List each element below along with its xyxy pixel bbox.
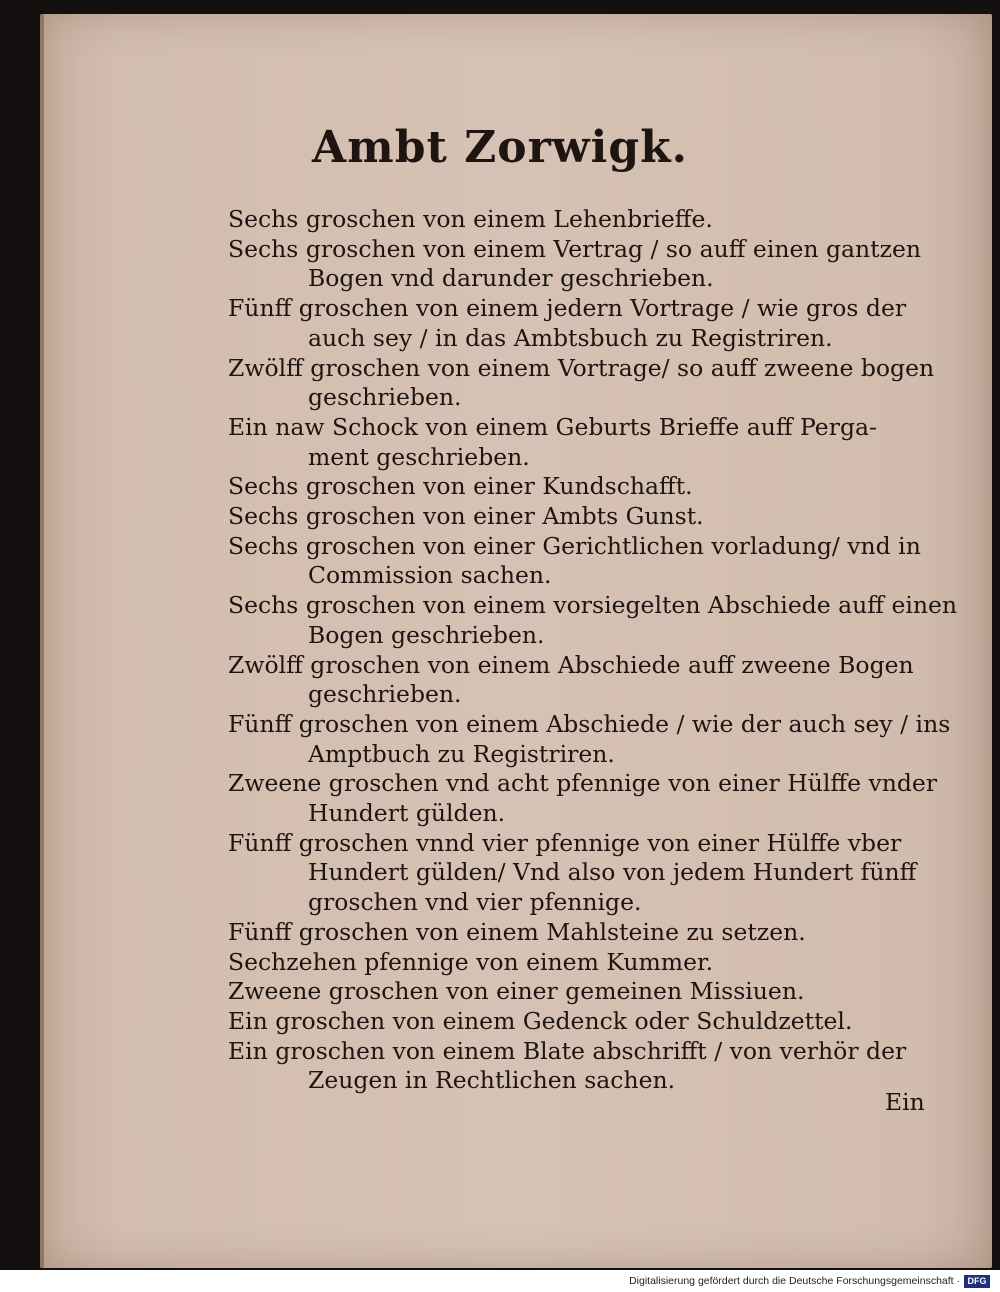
fee-entry [228,353,935,413]
entry-line: Sechs groschen von einer Ambts Gunst. [228,502,704,531]
entry-line: Zweene groschen von einer gemeinen Missiuen. [228,977,805,1006]
funding-notice: Digitalisierung gefördert durch die Deutsche Forschungsgemeinschaft · [629,1275,960,1287]
fee-entry [228,472,928,502]
entry-line: Sechzehen pfennige von einem Kummer. [228,947,714,976]
page-gutter-edge [40,14,44,1268]
fee-entry [228,977,928,1007]
fee-entry [228,1037,928,1096]
entry-line: Sechs groschen von einem Vertrag / so auff einen gantzen [228,234,922,263]
entry-continuation-line: Hundert gülden/ Vnd also von jedem Hundert fünff [308,858,917,887]
entry-line: Sechs groschen von einer Kundschafft. [228,472,693,501]
entry-line: Zwölff groschen von einem Abschiede auff zweene Bogen [228,650,914,679]
fee-entry [228,235,928,294]
fee-entry [228,1007,928,1037]
entry-continuation-line: Amptbuch zu Registriren. [308,739,615,768]
fee-entry [228,829,928,918]
fee-entry [228,294,928,353]
catchword: Ein [885,1088,925,1116]
entry-line: Ein groschen von einem Blate abschrifft / von verhör der [228,1036,907,1065]
dfg-logo-icon: DFG [964,1275,990,1288]
entry-line: Ein naw Schock von einem Geburts Brieffe auff Perga- [228,412,877,441]
entry-continuation-line: geschrieben. [308,383,462,412]
fee-entry [228,948,928,978]
fee-entry [228,709,951,769]
entry-line: Fünff groschen von einem Abschiede / wie der auch sey / ins [228,709,951,738]
entry-continuation-line: geschrieben. [308,680,462,709]
entry-continuation-line: groschen vnd vier pfennige. [308,888,642,917]
fee-entry [228,205,928,235]
entry-continuation-line: Hundert gülden. [308,799,506,828]
fee-entries-list [228,205,958,1096]
entry-line: Ein groschen von einem Gedenck oder Schuldzettel. [228,1006,853,1035]
entry-continuation-line: ment geschrieben. [308,442,530,471]
entry-line: Fünff groschen vnnd vier pfennige von einer Hülffe vber [228,828,902,857]
entry-continuation-line: Bogen geschrieben. [308,620,545,649]
fee-entry [228,413,928,472]
fee-entry [228,918,928,948]
entry-line: Sechs groschen von einer Gerichtlichen vorladung/ vnd in [228,531,921,560]
entry-continuation-line: Bogen vnd darunder geschrieben. [308,264,714,293]
entry-line: Sechs groschen von einem Lehenbrieffe. [228,205,713,233]
entry-continuation-line: auch sey / in das Ambtsbuch zu Registriren. [308,323,833,352]
fee-entry [228,651,928,710]
fee-entry [228,769,938,828]
entry-line: Sechs groschen von einem vorsiegelten Abschiede auff einen [228,591,958,620]
footer-bar [0,1272,1000,1292]
entry-line: Zwölff groschen von einem Vortrage/ so auff zweene bogen [228,353,935,382]
entry-continuation-line: Zeugen in Rechtlichen sachen. [308,1066,676,1095]
entry-line: Fünff groschen von einem jedern Vortrage / wie gros der [228,294,907,323]
fee-entry [228,532,928,591]
page-title: Ambt Zorwigk. [312,122,688,173]
entry-continuation-line: Commission sachen. [308,561,552,590]
entry-line: Zweene groschen vnd acht pfennige von einer Hülffe vnder [228,769,938,798]
entry-line: Fünff groschen von einem Mahlsteine zu setzen. [228,917,806,946]
fee-entry [228,502,928,532]
fee-entry [228,591,958,650]
